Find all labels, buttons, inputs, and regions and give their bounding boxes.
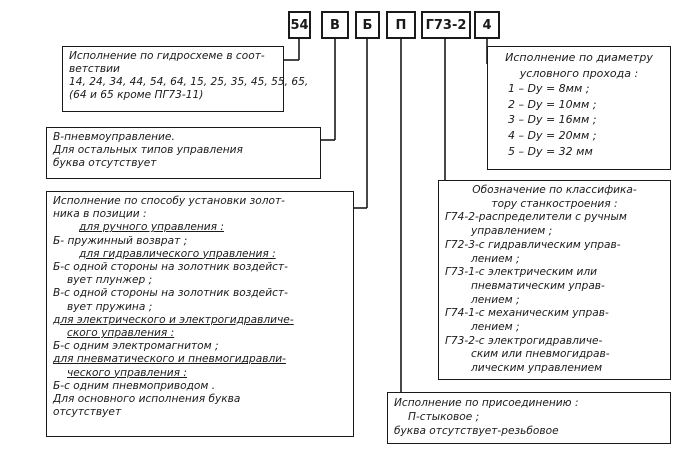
panel-subheading: для гидравлического управления :: [79, 247, 276, 260]
connection-panel: [387, 392, 671, 444]
panel-line: Г72-3-с гидравлическим управ-: [445, 238, 621, 251]
panel-subheading: для ручного управления :: [79, 221, 224, 234]
panel-line: 5 – Dy = 32 мм: [508, 144, 593, 158]
panel-line: Б-с одним пневмоприводом .: [53, 379, 216, 392]
panel-line: пневматическим управ-: [471, 279, 605, 292]
code-part-series: 54: [288, 11, 311, 39]
panel-line: В-пневмоуправление.: [53, 131, 175, 143]
panel-line: лением ;: [471, 252, 520, 265]
panel-line: Обозначение по классифика-: [472, 184, 637, 196]
panel-line: тору станкостроения :: [491, 197, 618, 210]
spool-position-panel: [46, 191, 354, 437]
panel-line: 14, 24, 34, 44, 54, 64, 15, 25, 35, 45, 55, 65,: [69, 76, 309, 88]
panel-line: Для остальных типов управления: [53, 144, 243, 156]
panel-line: (64 и 65 кроме ПГ73-11): [69, 89, 204, 101]
panel-line: Г74-1-с механическим управ-: [445, 307, 609, 320]
panel-line: отсутствует: [53, 406, 122, 419]
panel-line: Исполнение по диаметру: [505, 51, 653, 64]
pneumo-control-panel: [46, 127, 321, 179]
panel-line: буква отсутствует: [53, 157, 157, 169]
panel-subheading: ческого управления :: [67, 366, 187, 379]
panel-line: 1 – Dy = 8мм ;: [508, 82, 590, 96]
panel-line: Г73-1-с электрическим или: [445, 266, 598, 279]
classifier-panel: [438, 180, 671, 380]
code-part-connection: П: [386, 11, 416, 39]
panel-line: Б- пружинный возврат ;: [53, 234, 188, 247]
panel-line: Исполнение по способу установки золот-: [53, 195, 285, 207]
code-part-classifier: Г73-2: [421, 11, 471, 39]
panel-line: Исполнение по гидросхеме в соот-: [69, 50, 265, 62]
panel-line: условного прохода :: [519, 66, 639, 80]
panel-line: лением ;: [471, 293, 520, 306]
panel-line: П-стыковое ;: [408, 411, 480, 423]
panel-line: управлением ;: [471, 225, 553, 238]
panel-line: вует пружина ;: [67, 300, 153, 313]
panel-subheading: для пневматического и пневмогидравли-: [53, 353, 286, 366]
hydroscheme-panel: [62, 46, 309, 112]
panel-line: вует плунжер ;: [67, 274, 153, 287]
panel-line: Для основного исполнения буква: [53, 393, 241, 406]
panel-line: лением ;: [471, 321, 520, 334]
diameter-panel: [487, 46, 671, 170]
panel-line: Г73-2-с электрогидравличе-: [445, 334, 603, 347]
panel-line: буква отсутствует-резьбовое: [394, 425, 559, 437]
panel-line: 4 – Dy = 20мм ;: [508, 128, 597, 142]
panel-line: В-с одной стороны на золотник воздейст-: [53, 287, 288, 300]
panel-subheading: ского управления :: [67, 327, 175, 340]
panel-line: Г74-2-распределители с ручным: [445, 211, 627, 224]
panel-line: Б-с одной стороны на золотник воздейст-: [53, 261, 288, 274]
code-part-spool-position: Б: [355, 11, 380, 39]
panel-subheading: для электрического и электрогидравличе-: [53, 313, 294, 326]
panel-line: Б-с одним электромагнитом ;: [53, 340, 219, 353]
panel-line: Исполнение по присоединению :: [394, 397, 579, 409]
panel-line: лическим управлением: [471, 362, 603, 375]
panel-line: ника в позиции :: [53, 208, 147, 221]
panel-line: 2 – Dy = 10мм ;: [508, 97, 597, 111]
panel-line: ским или пневмогидрав-: [471, 348, 610, 361]
panel-line: 3 – Dy = 16мм ;: [508, 113, 597, 127]
code-part-diameter: 4: [474, 11, 500, 39]
code-part-pneumo: В: [321, 11, 349, 39]
panel-line: ветствии: [69, 63, 120, 75]
